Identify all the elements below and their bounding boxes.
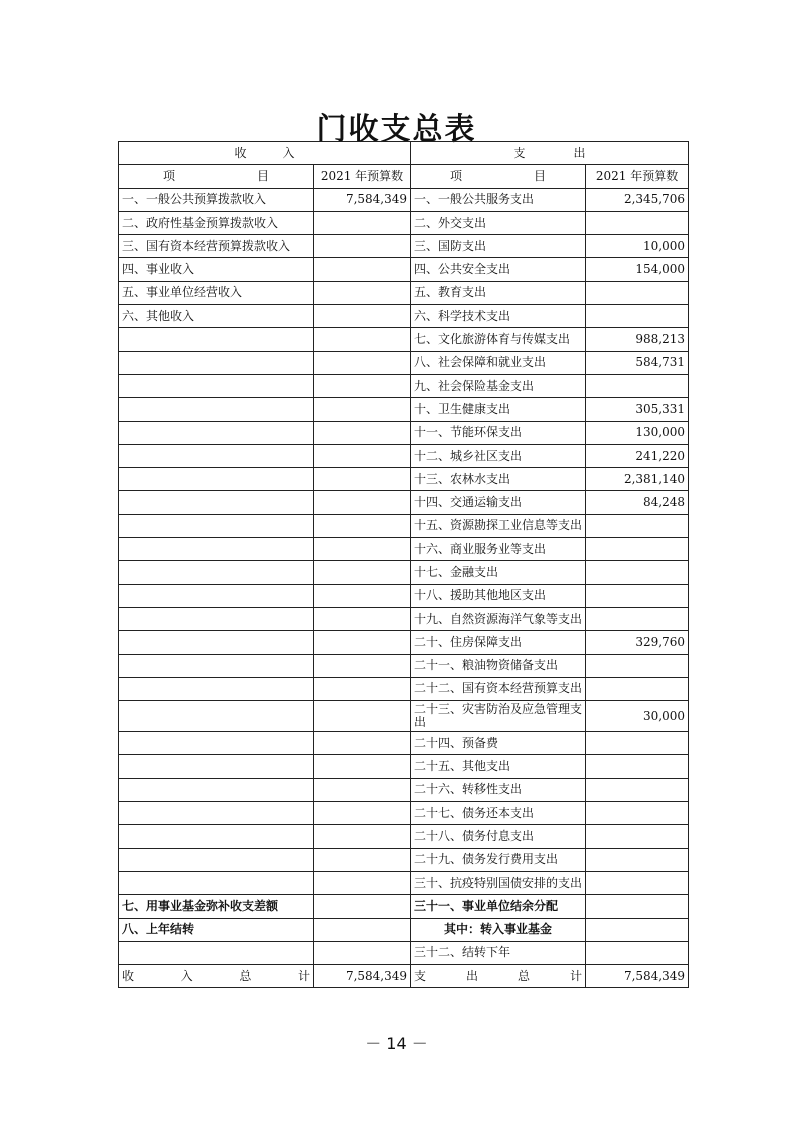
income-value-cell (314, 755, 411, 778)
income-item-cell: 三、国有资本经营预算拨款收入 (119, 235, 314, 258)
income-item-cell (119, 755, 314, 778)
table-row (119, 561, 689, 584)
income-item-cell (119, 677, 314, 700)
expense-item-cell: 七、文化旅游体育与传媒支出 (411, 328, 586, 351)
expense-item-cell: 一、一般公共服务支出 (411, 188, 586, 211)
table-row (119, 351, 689, 374)
table-row (119, 514, 689, 537)
expense-item-cell: 八、社会保障和就业支出 (411, 351, 586, 374)
expense-item-column-header: 项 目 (411, 165, 586, 188)
expense-item-cell: 二十二、国有资本经营预算支出 (411, 677, 586, 700)
expense-value-cell (586, 778, 689, 801)
income-item-cell (119, 491, 314, 514)
table-row (119, 444, 689, 467)
totals-row (119, 965, 689, 988)
income-value-cell (314, 895, 411, 918)
table-row (119, 825, 689, 848)
expense-value-cell: 30,000 (586, 701, 689, 732)
table-row (119, 941, 689, 964)
expense-item-cell: 十六、商业服务业等支出 (411, 538, 586, 561)
income-value-cell (314, 941, 411, 964)
income-budget-column-header: 2021 年预算数 (314, 165, 411, 188)
table-row (119, 631, 689, 654)
expense-value-cell (586, 584, 689, 607)
income-item-cell (119, 778, 314, 801)
expense-value-cell (586, 305, 689, 328)
expense-value-cell: 2,345,706 (586, 188, 689, 211)
expense-value-cell (586, 755, 689, 778)
expense-item-cell: 二十三、灾害防治及应急管理支出 (411, 701, 586, 732)
table-row (119, 491, 689, 514)
income-value-cell (314, 607, 411, 630)
expense-item-cell: 十八、援助其他地区支出 (411, 584, 586, 607)
income-item-cell (119, 732, 314, 755)
table-row (119, 871, 689, 894)
expense-item-cell: 三、国防支出 (411, 235, 586, 258)
table-row (119, 281, 689, 304)
income-value-cell (314, 701, 411, 732)
income-item-column-header: 项 目 (119, 165, 314, 188)
expense-item-cell: 三十二、结转下年 (411, 941, 586, 964)
table-row (119, 305, 689, 328)
income-value-cell (314, 848, 411, 871)
income-value-cell (314, 491, 411, 514)
income-item-cell: 一、一般公共预算拨款收入 (119, 188, 314, 211)
income-value-cell (314, 374, 411, 397)
table-row (119, 258, 689, 281)
table-row (119, 468, 689, 491)
expense-item-cell: 二十四、预备费 (411, 732, 586, 755)
income-item-cell: 七、用事业基金弥补收支差额 (119, 895, 314, 918)
expense-value-cell: 988,213 (586, 328, 689, 351)
expense-item-cell: 十九、自然资源海洋气象等支出 (411, 607, 586, 630)
expense-value-cell (586, 732, 689, 755)
table-row (119, 235, 689, 258)
income-value-cell (314, 654, 411, 677)
expense-value-cell: 2,381,140 (586, 468, 689, 491)
income-value-cell (314, 538, 411, 561)
table-row (119, 538, 689, 561)
expense-item-cell: 二、外交支出 (411, 211, 586, 234)
table-row (119, 755, 689, 778)
expense-total-label: 支 出 总 计 (411, 965, 586, 988)
expense-value-cell: 584,731 (586, 351, 689, 374)
table-row (119, 895, 689, 918)
income-item-cell: 四、事业收入 (119, 258, 314, 281)
income-item-cell (119, 631, 314, 654)
income-section-header: 收 入 (119, 142, 411, 165)
expense-value-cell (586, 561, 689, 584)
table-row (119, 654, 689, 677)
expense-item-cell: 二十七、债务还本支出 (411, 802, 586, 825)
table-row (119, 188, 689, 211)
expense-value-cell (586, 677, 689, 700)
income-value-cell (314, 918, 411, 941)
table-row (119, 607, 689, 630)
income-item-cell (119, 561, 314, 584)
expense-value-cell (586, 374, 689, 397)
table-row (119, 584, 689, 607)
expense-item-cell: 十一、节能环保支出 (411, 421, 586, 444)
expense-value-cell: 130,000 (586, 421, 689, 444)
expense-value-cell: 84,248 (586, 491, 689, 514)
expense-item-cell: 二十五、其他支出 (411, 755, 586, 778)
expense-total-value: 7,584,349 (586, 965, 689, 988)
table-row (119, 398, 689, 421)
income-value-cell (314, 281, 411, 304)
income-value-cell (314, 258, 411, 281)
expense-item-cell: 二十、住房保障支出 (411, 631, 586, 654)
expense-value-cell (586, 848, 689, 871)
income-item-cell (119, 351, 314, 374)
table-row (119, 848, 689, 871)
expense-section-header: 支 出 (411, 142, 689, 165)
table-row (119, 374, 689, 397)
expense-budget-column-header: 2021 年预算数 (586, 165, 689, 188)
income-item-cell: 六、其他收入 (119, 305, 314, 328)
expense-value-cell: 329,760 (586, 631, 689, 654)
income-item-cell (119, 701, 314, 732)
income-value-cell (314, 514, 411, 537)
expense-item-cell: 三十一、事业单位结余分配 (411, 895, 586, 918)
expense-value-cell (586, 607, 689, 630)
expense-value-cell: 305,331 (586, 398, 689, 421)
expense-item-cell: 二十六、转移性支出 (411, 778, 586, 801)
table-row (119, 701, 689, 732)
expense-value-cell: 10,000 (586, 235, 689, 258)
expense-item-cell: 十三、农林水支出 (411, 468, 586, 491)
income-value-cell (314, 444, 411, 467)
income-value-cell (314, 305, 411, 328)
income-value-cell (314, 328, 411, 351)
income-value-cell (314, 778, 411, 801)
expense-value-cell (586, 918, 689, 941)
income-value-cell (314, 825, 411, 848)
income-item-cell (119, 802, 314, 825)
income-value-cell (314, 561, 411, 584)
page-title: 门收支总表 (316, 112, 477, 147)
expense-value-cell (586, 654, 689, 677)
income-value-cell (314, 421, 411, 444)
income-value-cell: 7,584,349 (314, 188, 411, 211)
expense-item-cell: 九、社会保险基金支出 (411, 374, 586, 397)
income-item-cell (119, 468, 314, 491)
table-row (119, 778, 689, 801)
expense-item-cell: 十四、交通运输支出 (411, 491, 586, 514)
income-item-cell (119, 654, 314, 677)
table-row (119, 918, 689, 941)
expense-item-cell: 二十八、债务付息支出 (411, 825, 586, 848)
table-row (119, 802, 689, 825)
income-value-cell (314, 732, 411, 755)
income-item-cell: 二、政府性基金预算拨款收入 (119, 211, 314, 234)
expense-item-cell: 六、科学技术支出 (411, 305, 586, 328)
income-value-cell (314, 351, 411, 374)
income-value-cell (314, 211, 411, 234)
expense-value-cell (586, 211, 689, 234)
expense-value-cell: 241,220 (586, 444, 689, 467)
income-item-cell (119, 538, 314, 561)
expense-value-cell (586, 825, 689, 848)
income-item-cell (119, 374, 314, 397)
income-item-cell (119, 421, 314, 444)
income-item-cell (119, 328, 314, 351)
income-value-cell (314, 802, 411, 825)
expense-item-cell: 十、卫生健康支出 (411, 398, 586, 421)
table-row (119, 421, 689, 444)
income-item-cell (119, 514, 314, 537)
income-value-cell (314, 871, 411, 894)
expense-item-cell: 十七、金融支出 (411, 561, 586, 584)
income-item-cell (119, 607, 314, 630)
income-item-cell (119, 871, 314, 894)
income-value-cell (314, 584, 411, 607)
expense-item-cell: 四、公共安全支出 (411, 258, 586, 281)
expense-item-cell: 三十、抗疫特别国债安排的支出 (411, 871, 586, 894)
section-header-row (119, 142, 689, 165)
income-item-cell: 八、上年结转 (119, 918, 314, 941)
expense-value-cell (586, 871, 689, 894)
income-total-label: 收 入 总 计 (119, 965, 314, 988)
expense-value-cell (586, 514, 689, 537)
income-item-cell (119, 444, 314, 467)
expense-value-cell (586, 281, 689, 304)
expense-item-cell: 二十一、粮油物资储备支出 (411, 654, 586, 677)
income-value-cell (314, 677, 411, 700)
expense-item-cell: 二十九、债务发行费用支出 (411, 848, 586, 871)
expense-item-cell: 其中：转入事业基金 (411, 918, 586, 941)
budget-summary-table (118, 141, 689, 988)
page-number: － 14 － (365, 1034, 428, 1053)
table-row (119, 211, 689, 234)
income-item-cell (119, 398, 314, 421)
income-value-cell (314, 398, 411, 421)
table-row (119, 328, 689, 351)
expense-value-cell (586, 941, 689, 964)
table-row (119, 732, 689, 755)
income-item-cell (119, 825, 314, 848)
income-value-cell (314, 631, 411, 654)
income-total-value: 7,584,349 (314, 965, 411, 988)
expense-item-cell: 十五、资源勘探工业信息等支出 (411, 514, 586, 537)
expense-value-cell (586, 802, 689, 825)
expense-item-cell: 十二、城乡社区支出 (411, 444, 586, 467)
column-header-row (119, 165, 689, 188)
expense-value-cell (586, 538, 689, 561)
expense-item-cell: 五、教育支出 (411, 281, 586, 304)
expense-value-cell: 154,000 (586, 258, 689, 281)
table-row (119, 677, 689, 700)
income-item-cell: 五、事业单位经营收入 (119, 281, 314, 304)
income-item-cell (119, 941, 314, 964)
income-item-cell (119, 584, 314, 607)
income-item-cell (119, 848, 314, 871)
income-value-cell (314, 235, 411, 258)
expense-value-cell (586, 895, 689, 918)
income-value-cell (314, 468, 411, 491)
